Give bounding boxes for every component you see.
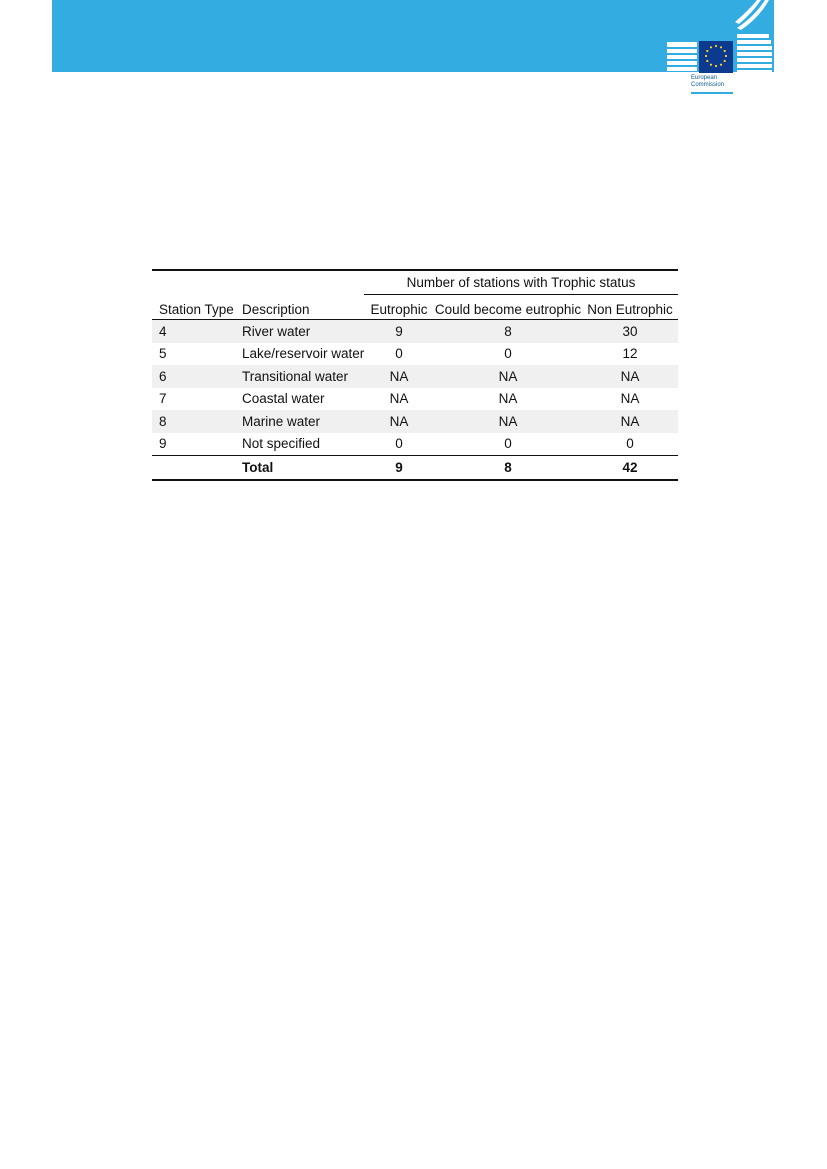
table-cell: River water: [235, 320, 364, 343]
column-header: Description: [235, 294, 364, 320]
group-header: Number of stations with Trophic status: [364, 270, 678, 294]
table-cell: 8: [434, 320, 582, 343]
table-cell: Lake/reservoir water: [242, 346, 365, 362]
table-cell: NA: [582, 365, 678, 388]
table-cell: NA: [364, 365, 434, 388]
table-cell: 0: [395, 346, 403, 362]
total-cell: 8: [434, 456, 582, 480]
table-row: [152, 343, 678, 366]
table-cell: NA: [389, 391, 409, 407]
table-cell: 12: [622, 346, 638, 362]
table-cell: 6: [152, 365, 235, 388]
table-cell: Transitional water: [235, 365, 364, 388]
table-cell: 4: [152, 320, 235, 343]
column-header: Station Type: [152, 294, 235, 320]
table-row: [152, 388, 678, 411]
table-cell: 7: [159, 391, 167, 407]
table-cell: 0: [504, 346, 512, 362]
table-cell: 5: [159, 346, 167, 362]
table-row: [152, 320, 678, 343]
table-cell: 30: [582, 320, 678, 343]
table-cell: 0: [504, 436, 512, 452]
column-header: Eutrophic: [364, 294, 434, 320]
group-header-row: [152, 270, 678, 294]
total-cell: [152, 456, 235, 480]
total-row: [152, 456, 678, 480]
table-row: [152, 433, 678, 456]
logo-line-2: Commission: [691, 82, 725, 88]
table-cell: 9: [364, 320, 434, 343]
logo-line-1: European: [691, 75, 718, 81]
table-cell: Not specified: [242, 436, 321, 452]
table-cell: NA: [434, 365, 582, 388]
table-cell: 8: [152, 410, 235, 433]
total-cell: 9: [364, 456, 434, 480]
logo-underline: [691, 92, 733, 94]
table-cell: NA: [620, 391, 640, 407]
column-header-row: [152, 294, 678, 320]
table-row: [152, 365, 678, 388]
table-cell: 0: [626, 436, 634, 452]
table-cell: NA: [582, 410, 678, 433]
table-cell: Coastal water: [242, 391, 325, 407]
table-cell: NA: [364, 410, 434, 433]
total-cell: 42: [582, 456, 678, 480]
logo-text: [691, 75, 724, 89]
table-cell: Marine water: [235, 410, 364, 433]
column-header: Could become eutrophic: [434, 294, 582, 320]
table-cell: 9: [159, 436, 167, 452]
table-cell: 0: [395, 436, 403, 452]
column-header: Non Eutrophic: [582, 294, 678, 320]
table-cell: NA: [434, 410, 582, 433]
table-row: [152, 410, 678, 433]
table-cell: NA: [498, 391, 518, 407]
trophic-status-table: [152, 269, 678, 481]
total-label: Total: [235, 456, 364, 480]
